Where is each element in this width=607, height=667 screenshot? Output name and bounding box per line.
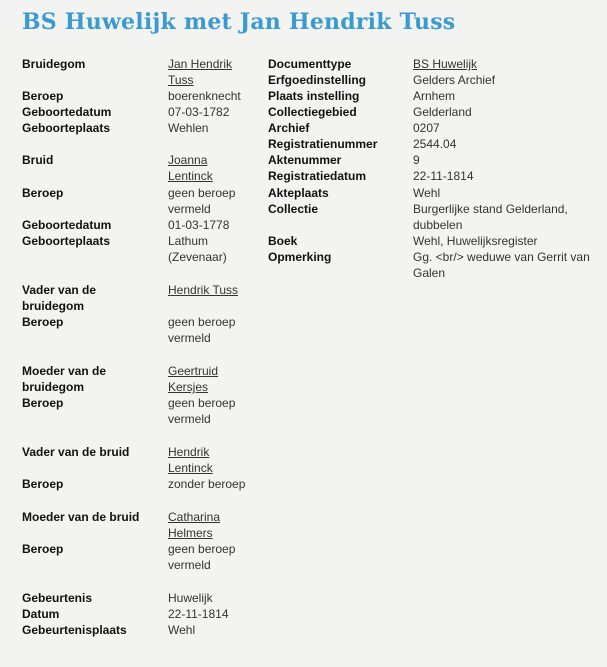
vader-bruidegom-name[interactable]: Hendrik Tuss (168, 283, 239, 297)
bruid-name-line1[interactable]: Joanna (168, 153, 208, 167)
bruid-geboorteplaats-line2: (Zevenaar) (168, 250, 227, 264)
bruidegom-link-2[interactable] (168, 73, 263, 87)
bruidegom-geboortedatum-label: Geboortedatum (22, 105, 112, 119)
registratiedatum-label: Registratiedatum (268, 169, 367, 183)
collectiegebied-label: Collectiegebied (268, 105, 357, 119)
gebeurtenisplaats-label: Gebeurtenisplaats (22, 623, 127, 637)
collectie-value-line1: Burgerlijke stand Gelderland, (413, 202, 568, 216)
bruid-beroep-line2: vermeld (168, 202, 211, 216)
moeder-bruid-link-2[interactable] (168, 526, 263, 540)
vader-bruidegom-beroep-line1: geen beroep (168, 315, 236, 329)
vader-bruidegom-link[interactable] (168, 283, 263, 297)
aktenummer-value: 9 (413, 153, 420, 167)
moeder-bruidegom-link[interactable] (168, 364, 263, 378)
archief-label: Archief (268, 121, 310, 135)
moeder-bruid-beroep-line1: geen beroep (168, 542, 236, 556)
documenttype-link[interactable] (413, 57, 593, 71)
moeder-bruid-link[interactable] (168, 510, 263, 524)
moeder-bruidegom-name-line1[interactable]: Geertruid (168, 364, 219, 378)
bruidegom-label: Bruidegom (22, 57, 86, 71)
documenttype-value[interactable]: BS Huwelijk (413, 57, 478, 71)
registratienummer-label: Registratienummer (268, 137, 378, 151)
bruid-beroep-line1: geen beroep (168, 186, 236, 200)
collectie-label: Collectie (268, 202, 319, 216)
vader-bruidegom-beroep-label: Beroep (22, 315, 64, 329)
bruidegom-beroep-value: boerenknecht (168, 89, 241, 103)
moeder-bruidegom-label-line2: bruidegom (22, 380, 84, 394)
bruid-link-2[interactable] (168, 169, 263, 183)
bruid-geboortedatum-label: Geboortedatum (22, 218, 112, 232)
vader-bruid-beroep-value: zonder beroep (168, 477, 246, 491)
gebeurtenis-value: Huwelijk (168, 591, 213, 605)
plaats-instelling-value: Arnhem (413, 89, 456, 103)
bruid-link[interactable] (168, 153, 263, 167)
akteplaats-label: Akteplaats (268, 186, 329, 200)
gebeurtenis-label: Gebeurtenis (22, 591, 93, 605)
moeder-bruidegom-name-line2[interactable]: Kersjes (168, 380, 209, 394)
vader-bruid-name-line2[interactable]: Lentinck (168, 461, 213, 475)
opmerking-value-line2: Galen (413, 266, 446, 280)
moeder-bruid-beroep-label: Beroep (22, 542, 64, 556)
bruidegom-beroep-label: Beroep (22, 89, 64, 103)
bruidegom-geboorteplaats-label: Geboorteplaats (22, 121, 111, 135)
plaats-instelling-label: Plaats instelling (268, 89, 360, 103)
aktenummer-label: Aktenummer (268, 153, 342, 167)
bruidegom-name-line1[interactable]: Jan Hendrik (168, 57, 233, 71)
bruid-geboortedatum-value: 01-03-1778 (168, 218, 230, 232)
collectiegebied-value: Gelderland (413, 105, 472, 119)
bruid-geboorteplaats-label: Geboorteplaats (22, 234, 111, 248)
gebeurtenisplaats-value: Wehl (168, 623, 196, 637)
page-title: BS Huwelijk met Jan Hendrik Tuss (22, 9, 456, 35)
moeder-bruid-name-line2[interactable]: Helmers (168, 526, 213, 540)
vader-bruid-link-2[interactable] (168, 461, 263, 475)
moeder-bruidegom-beroep-line1: geen beroep (168, 396, 236, 410)
boek-value: Wehl, Huwelijksregister (413, 234, 538, 248)
collectie-value-line2: dubbelen (413, 218, 463, 232)
erfgoedinstelling-value: Gelders Archief (413, 73, 496, 87)
moeder-bruidegom-beroep-line2: vermeld (168, 412, 211, 426)
datum-label: Datum (22, 607, 60, 621)
bruid-name-line2[interactable]: Lentinck (168, 169, 213, 183)
vader-bruidegom-beroep-line2: vermeld (168, 331, 211, 345)
moeder-bruid-label: Moeder van de bruid (22, 510, 140, 524)
archief-value: 0207 (413, 121, 440, 135)
registratienummer-value: 2544.04 (413, 137, 457, 151)
opmerking-value-line1: Gg. <br/> weduwe van Gerrit van (413, 250, 590, 264)
akteplaats-value: Wehl (413, 186, 441, 200)
bruid-label: Bruid (22, 153, 54, 167)
bruidegom-geboorteplaats-value: Wehlen (168, 121, 209, 135)
moeder-bruidegom-link-2[interactable] (168, 380, 263, 394)
vader-bruid-label: Vader van de bruid (22, 445, 130, 459)
datum-value: 22-11-1814 (168, 607, 229, 621)
registratiedatum-value: 22-11-1814 (413, 169, 474, 183)
moeder-bruidegom-beroep-label: Beroep (22, 396, 64, 410)
moeder-bruid-beroep-line2: vermeld (168, 558, 211, 572)
boek-label: Boek (268, 234, 298, 248)
bruidegom-geboortedatum-value: 07-03-1782 (168, 105, 230, 119)
bruidegom-name-line2[interactable]: Tuss (168, 73, 194, 87)
moeder-bruid-name-line1[interactable]: Catharina (168, 510, 221, 524)
vader-bruid-name-line1[interactable]: Hendrik (168, 445, 210, 459)
documenttype-label: Documenttype (268, 57, 352, 71)
erfgoedinstelling-label: Erfgoedinstelling (268, 73, 367, 87)
vader-bruidegom-label-line1: Vader van de (22, 283, 97, 297)
bruid-geboorteplaats-line1: Lathum (168, 234, 209, 248)
moeder-bruidegom-label-line1: Moeder van de (22, 364, 107, 378)
bruidegom-link[interactable] (168, 57, 263, 71)
vader-bruid-beroep-label: Beroep (22, 477, 64, 491)
bruid-beroep-label: Beroep (22, 186, 64, 200)
vader-bruid-link[interactable] (168, 445, 263, 459)
opmerking-label: Opmerking (268, 250, 332, 264)
vader-bruidegom-label-line2: bruidegom (22, 299, 84, 313)
